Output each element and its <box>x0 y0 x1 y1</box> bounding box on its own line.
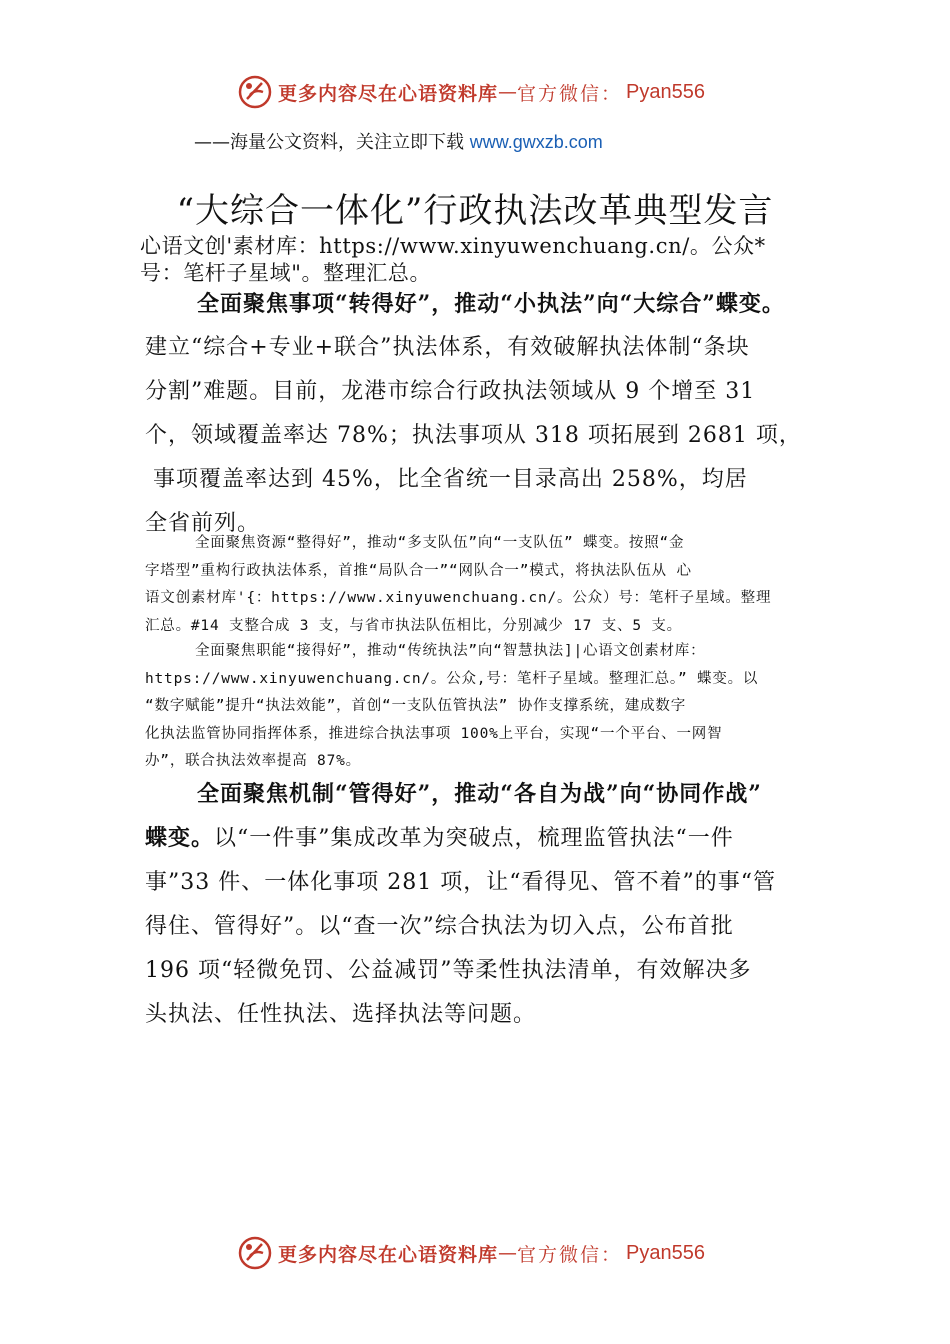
paragraph-3-line: 办”，联合执法效率提高 87%。 <box>145 753 361 769</box>
banner-wechat-label: 官方微信： <box>517 82 623 105</box>
banner-wechat-id: Pyan556 <box>626 1241 705 1264</box>
download-link[interactable]: www.gwxzb.com <box>469 132 603 152</box>
paragraph-2-line: 汇总。#14 支整合成 3 支，与省市执法队伍相比，分别减少 17 支、5 支。 <box>145 617 682 634</box>
paragraph-3-line: “数字赋能”提升“执法效能”，首创“一支队伍管执法” 协作支撑系统，建成数字 <box>145 698 687 714</box>
source-line-1: 心语文创'素材库：https://www.xinyuwenchuang.cn/。公众* <box>140 234 766 258</box>
source-line-2: 号：笔杆子星域"。整理汇总。 <box>140 261 432 285</box>
paragraph-4-line: 196 项“轻微免罚、公益减罚”等柔性执法清单，有效解决多 <box>145 958 752 983</box>
paragraph-3-line: 全面聚焦职能“接得好”，推动“传统执法”向“智慧执法]|心语文创素材库： <box>195 643 706 659</box>
paragraph-4-line <box>145 816 817 861</box>
paragraph-2-line: 全面聚焦资源“整得好”，推动“多支队伍”向“一支队伍” 蝶变。按照“金 <box>195 535 685 551</box>
paragraph-1-line: 个，领域覆盖率达 78%；执法事项从 318 项拓展到 2681 项， <box>145 423 802 448</box>
paragraph-4-line: 事”33 件、一体化事项 281 项，让“看得见、管不着”的事“管 <box>145 870 776 895</box>
download-line <box>194 128 603 154</box>
paragraph-1-line: 全省前列。 <box>145 511 261 536</box>
paragraph-1 <box>145 282 817 546</box>
banner-wechat-label: 官方微信： <box>517 1243 623 1266</box>
download-prefix: ——海量公文资料，关注立即下载 <box>194 132 470 153</box>
paragraph-3-line: 化执法监管协同指挥体系，推进综合执法事项 100%上平台，实现“一个平台、一网智 <box>145 725 723 742</box>
paragraph-4-heading: 全面聚焦机制“管得好”，推动“各自为战”向“协同作战” <box>197 781 762 807</box>
banner-text: 更多内容尽在心语资料库 <box>278 1243 499 1266</box>
banner-wechat-id: Pyan556 <box>626 80 705 103</box>
paragraph-3 <box>145 638 817 776</box>
seal-logo-icon <box>238 75 272 109</box>
paragraph-4-line: 头执法、任性执法、选择执法等问题。 <box>145 1002 537 1027</box>
paragraph-4-text: 以“一件事”集成改革为突破点，梳理监管执法“一件 <box>214 826 734 851</box>
paragraph-4-line: 得住、管得好”。以“查一次”综合执法为切入点，公布首批 <box>145 914 734 939</box>
banner-text: 更多内容尽在心语资料库 <box>278 82 499 105</box>
paragraph-2-line: 语文创素材库'{：https://www.xinyuwenchuang.cn/。公众）号：笔杆子星域。整理 <box>145 590 772 606</box>
paragraph-1-line: 分割”难题。目前，龙港市综合行政执法领域从 9 个增至 31 <box>145 379 756 404</box>
paragraph-2-line: 字塔型”重构行政执法体系，首推“局队合一”“网队合一”模式，将执法队伍从 心 <box>145 562 692 579</box>
paragraph-4-heading-end: 蝶变。 <box>145 825 215 851</box>
paragraph-1-heading: 全面聚焦事项“转得好”，推动“小执法”向“大综合”蝶变。 <box>197 291 785 317</box>
banner-separator: — <box>498 81 518 103</box>
paragraph-1-line: 建立“综合+专业+联合”执法体系，有效破解执法体制“条块 <box>145 335 750 360</box>
footer-banner <box>238 1233 758 1273</box>
paragraph-4 <box>145 772 817 1037</box>
page-title: “大综合一体化”行政执法改革典型发言 <box>176 191 774 231</box>
header-banner <box>238 72 758 112</box>
paragraph-3-line: https://www.xinyuwenchuang.cn/。公众,号：笔杆子星域。整理汇总。” 蝶变。以 <box>145 670 759 687</box>
paragraph-2 <box>145 530 817 640</box>
banner-separator: — <box>498 1242 518 1264</box>
paragraph-1-line: 事项覆盖率达到 45%，比全省统一目录高出 258%，均居 <box>145 467 748 492</box>
seal-logo-icon <box>238 1236 272 1270</box>
